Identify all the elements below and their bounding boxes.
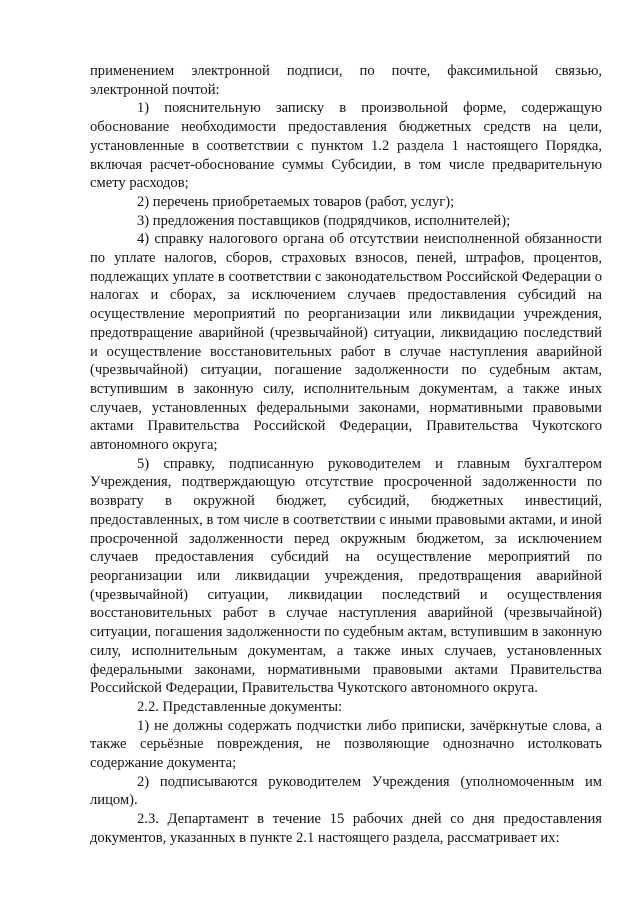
paragraph-item-4-tax-certificate: 4) справку налогового органа об отсутствии неисполненной обязанности по уплате налогов, сборов, страховых взносов, пеней, штрафов, процентов, подлежащих уплате в соответствии с законодательством Российской Федерации о налогах и сборах, за исключением случаев предоставления субсидий на осуществление мероприятий по реорганизации или ликвидации учреждения, предотвращение аварийной (чрезвычайной) ситуации, ликвидацию последствий и осуществление восстановительных работ в случае наступления аварийной (чрезвычайной) ситуации, погашение задолженности по судебным актам, вступившим в законную силу, исполнительным документам, а также иных случаев, установленных федеральными законами, нормативными правовыми актами Правительства Российской Федерации, Правительства Чукотского автономного округа; (90, 231, 602, 454)
paragraph-item-2-goods-list: 2) перечень приобретаемых товаров (работ, услуг); (137, 193, 455, 210)
paragraph-item-1-explanatory-note: 1) пояснительную записку в произвольной форме, содержащую обоснование необходимости предоставления бюджетных средств на цели, установленные в соответствии с пунктом 1.2 раздела 1 настоящего Порядка, включая расчет-обоснование суммы Субсидии, в том числе предварительную смету расходов; (90, 100, 602, 192)
paragraph-item-5-debt-certificate: 5) справку, подписанную руководителем и главным бухгалтером Учреждения, подтверждающую отсутствие просроченной задолженности по возврату в окружной бюджет, субсидий, бюджетных инвестиций, предоставленных, в том числе в соответствии с иными правовыми актами, и иной просроченной задолженности перед окружным бюджетом, за исключением случаев предоставления субсидий на осуществление мероприятий по реорганизации или ликвидации учреждения, предотвращения аварийной (чрезвычайной) ситуации, ликвидации последствий и осуществления восстановительных работ в случае наступления аварийной (чрезвычайной) ситуации, погашения задолженности по судебным актам, вступившим в законную силу, исполнительным документам, а также иных случаев, установленных федеральными законами, нормативными правовыми актами Правительства Российской Федерации, Правительства Чукотского автономного округа. (90, 455, 602, 697)
paragraph-section-2-2: 2.2. Представленные документы: (137, 698, 343, 715)
paragraph-section-2-3: 2.3. Департамент в течение 15 рабочих дней со дня предоставления документов, указанных в пункте 2.1 настоящего раздела, рассматривает их: (90, 811, 602, 846)
document-page (90, 62, 602, 848)
paragraph-2-2-item-1: 1) не должны содержать подчистки либо приписки, зачёркнутые слова, а также серьёзные повреждения, не позволяющие однозначно истолковать содержание документа; (90, 717, 602, 772)
paragraph-item-3-supplier-offers: 3) предложения поставщиков (подрядчиков, исполнителей); (137, 212, 511, 229)
paragraph-2-2-item-2: 2) подписываются руководителем Учреждения (уполномоченным им лицом). (90, 773, 602, 809)
paragraph-continuation: применением электронной подписи, по почте, факсимильной связью, электронной почтой: (90, 63, 602, 98)
